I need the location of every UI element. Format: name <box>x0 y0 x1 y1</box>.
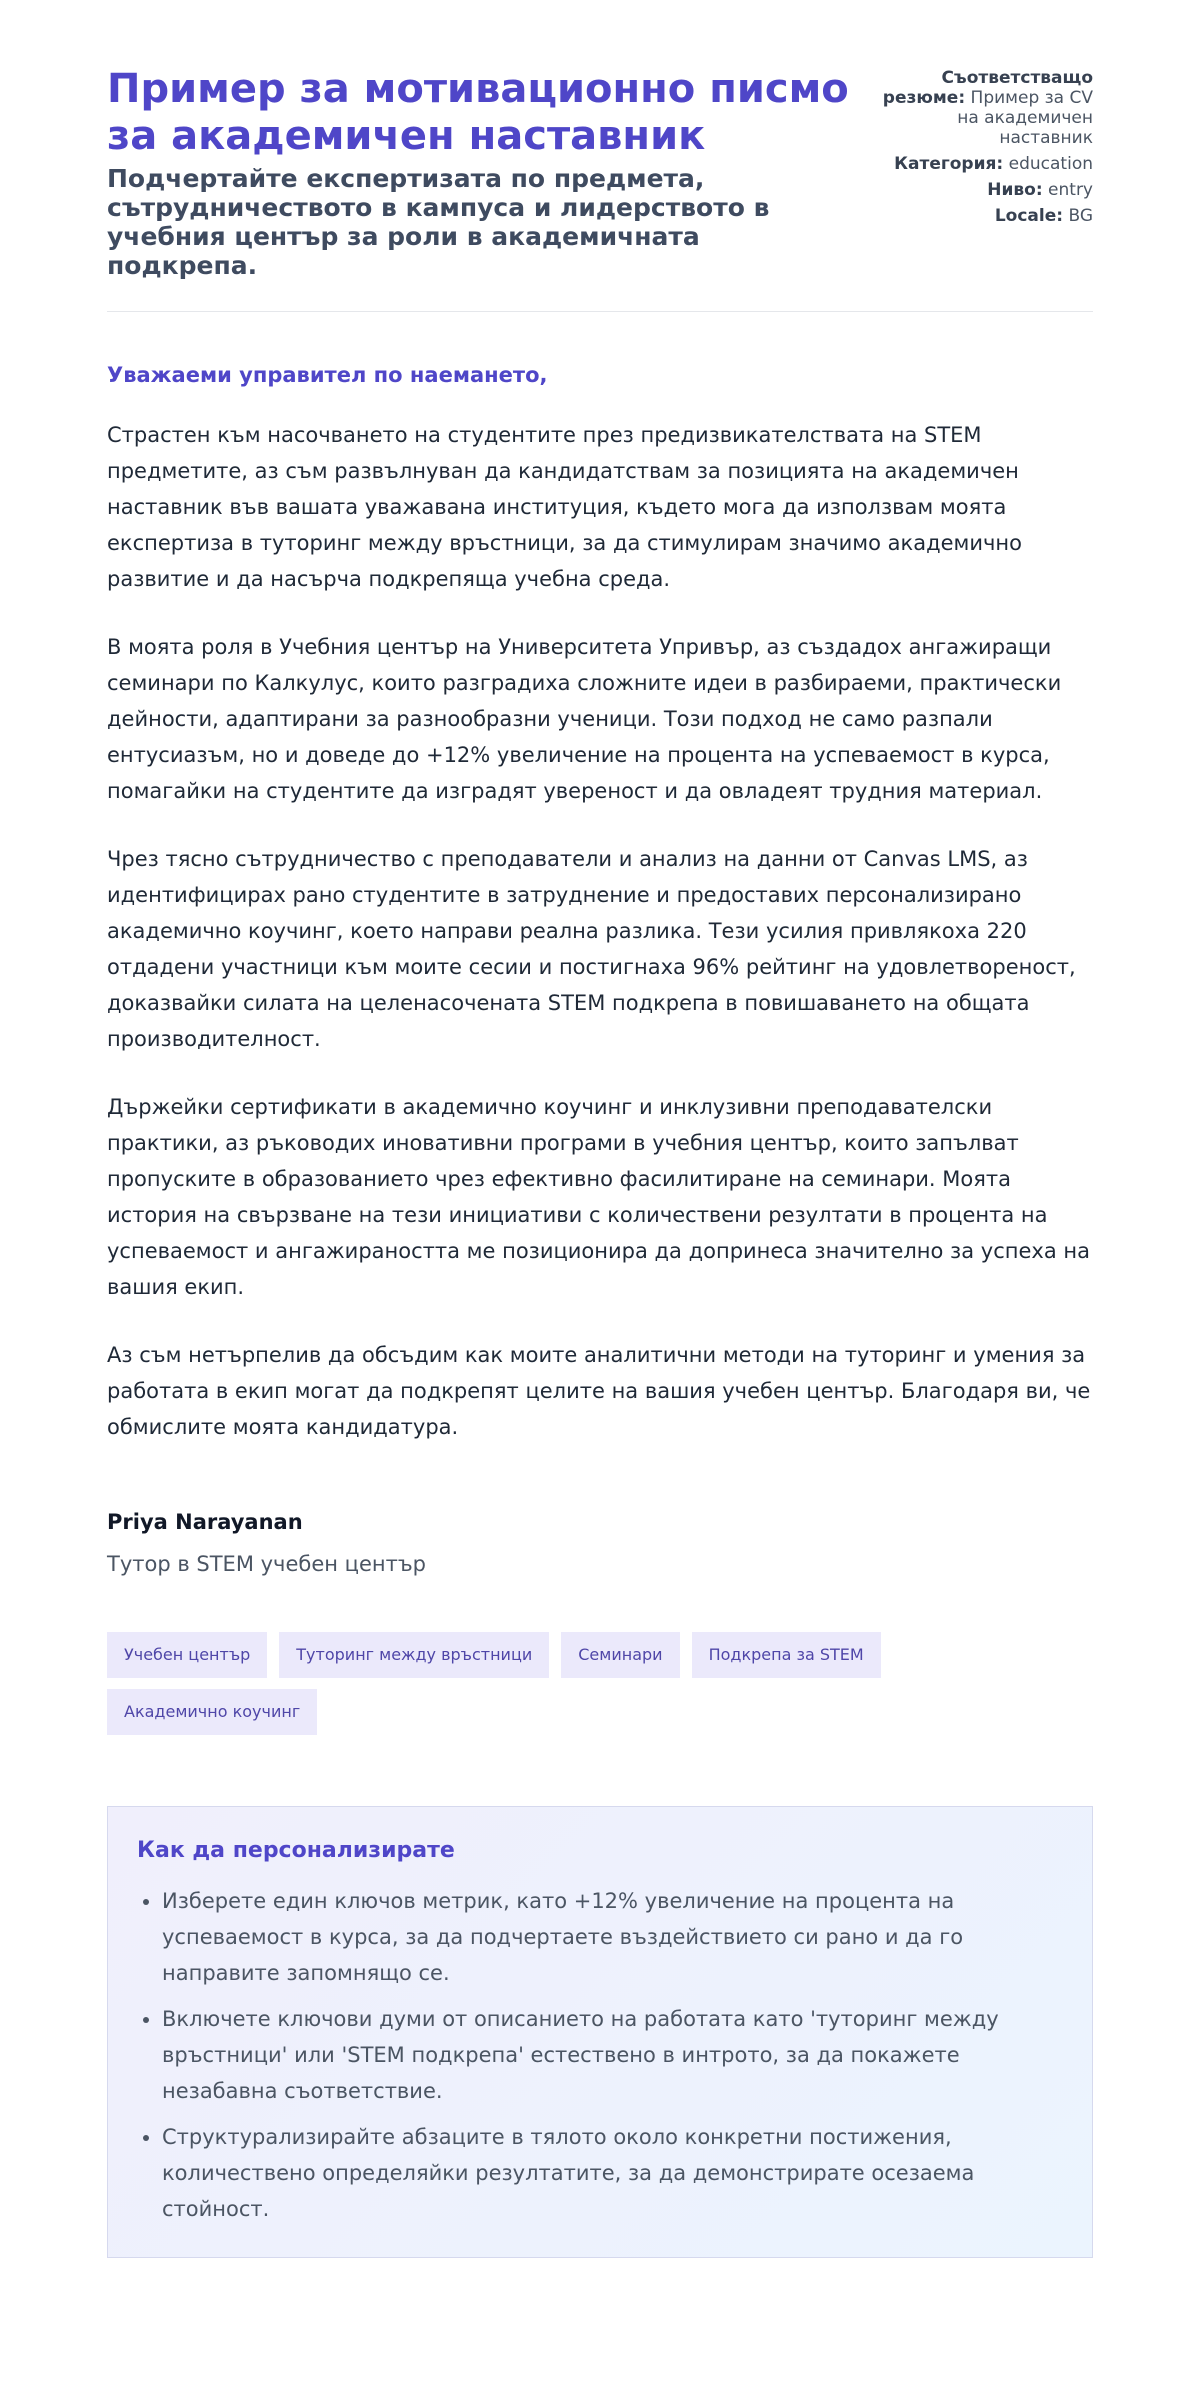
meta-resume <box>873 68 1093 148</box>
meta-locale <box>873 206 1093 226</box>
meta-category-value: education <box>1008 154 1093 174</box>
letter-salutation: Уважаеми управител по наемането, <box>107 363 548 387</box>
header-divider <box>107 311 1093 312</box>
tag-chip: Семинари <box>561 1632 679 1678</box>
tips-title: Как да персонализирате <box>137 1838 455 1863</box>
meta-level <box>873 180 1093 200</box>
meta-locale-label: Locale: <box>994 206 1064 226</box>
meta-resume-value: Пример за CV на академичен наставник <box>957 88 1093 148</box>
signature-name: Priya Narayanan <box>107 1510 303 1534</box>
page-subtitle: Подчертайте експертизата по предмета, сътрудничеството в кампуса и лидерството в учебния център за роли в академичната подкрепа. <box>107 164 770 280</box>
tag-chip: Академично коучинг <box>107 1689 317 1735</box>
customization-tips-box <box>107 1806 1093 2258</box>
meta-level-label: Ниво: <box>987 180 1043 200</box>
tag-chip: Учебен център <box>107 1632 267 1678</box>
tip-item: • Включете ключови думи от описанието на работата като 'туторинг между връстници' или 'STEM подкрепа' естествено в интрото, за да покажете незабавна съответствие. <box>162 2001 1063 2109</box>
meta-locale-value: BG <box>1068 206 1093 226</box>
tip-item: • Изберете един ключов метрик, като +12% увеличение на процента на успеваемост в курса, за да подчертаете въздействието си рано и да го направите запомнящо се. <box>162 1883 1063 1991</box>
meta-category-label: Категория: <box>894 154 1004 174</box>
header-titles <box>107 66 852 280</box>
meta-level-value: entry <box>1048 180 1093 200</box>
letter-paragraph: Страстен към насочването на студентите през предизвикателствата на STEM предметите, аз съм развълнуван да кандидатствам за позицията на академичен наставник във вашата уважавана институция, където мога да използвам моята експертиза в туторинг между връстници, за да стимулирам значимо академично развитие и да насърча подкрепяща учебна среда. <box>107 423 1023 591</box>
meta-panel <box>873 66 1093 232</box>
signature-role: Тутор в STEM учебен център <box>107 1552 426 1576</box>
letter-paragraph: Държейки сертификати в академично коучинг и инклузивни преподавателски практики, аз ръководих иновативни програми в учебния център, които запълват пропуските в образованието чрез ефективно фасилитиране на семинари. Моята история на свързване на тези инициативи с количествени резултати в процента на успеваемост и ангажираността ме позиционира да допринеса значително за успеха на вашия екип. <box>107 1095 1090 1299</box>
page-header <box>107 66 1093 280</box>
meta-resume-label: Съответстващо резюме: <box>882 68 1093 108</box>
letter-paragraph: В моята роля в Учебния център на Университета Упривър, аз създадох ангажиращи семинари по Калкулус, които разградиха сложните идеи в разбираеми, практически дейности, адаптирани за разнообразни ученици. Този подход не само разпали ентусиазъм, но и доведе до +12% увеличение на процента на успеваемост в курса, помагайки на студентите да изградят увереност и да овладеят трудния материал. <box>107 635 1062 803</box>
tag-chip: Туторинг между връстници <box>279 1632 549 1678</box>
page-title: Пример за мотивационно писмо за академичен наставник <box>107 66 849 159</box>
tip-item: • Структурализирайте абзаците в тялото около конкретни постижения, количествено определяйки резултатите, за да демонстрирате осезаема стойност. <box>162 2119 1063 2227</box>
tag-chip: Подкрепа за STEM <box>692 1632 881 1678</box>
tag-list <box>107 1632 1093 1735</box>
letter-paragraph: Чрез тясно сътрудничество с преподаватели и анализ на данни от Canvas LMS, аз идентифицирах рано студентите в затруднение и предоставих персонализирано академично коучинг, което направи реална разлика. Тези усилия привлякоха 220 отдадени участници към моите сесии и постигнаха 96% рейтинг на удовлетвореност, доказвайки силата на целенасочената STEM подкрепа в повишаването на общата производителност. <box>107 847 1076 1051</box>
letter-paragraph: Аз съм нетърпелив да обсъдим как моите аналитични методи на туторинг и умения за работата в екип могат да подкрепят целите на вашия учебен център. Благодаря ви, че обмислите моята кандидатура. <box>107 1343 1091 1439</box>
tips-list <box>137 1883 1063 2227</box>
meta-category <box>873 154 1093 174</box>
